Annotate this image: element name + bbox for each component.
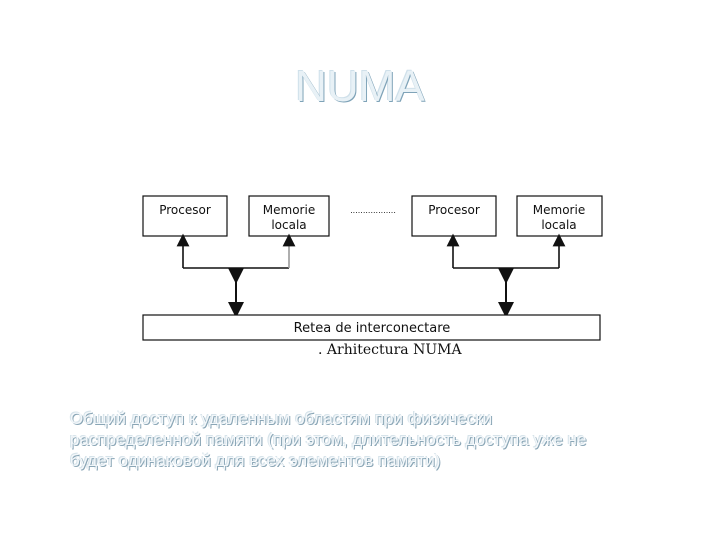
body-paragraph bbox=[70, 408, 690, 471]
left-node bbox=[143, 196, 329, 310]
body-line-2: распределенной памяти (при этом, длительность доступа уже не bbox=[70, 430, 587, 449]
right-memory-label-1: Memorie bbox=[532, 203, 586, 217]
left-processor-label: Procesor bbox=[159, 203, 211, 217]
body-line-1: Общий доступ к удаленным областям при физически bbox=[70, 409, 493, 428]
diagram-caption: . Arhitectura NUMA bbox=[318, 342, 462, 358]
right-memory-label-2: locala bbox=[541, 218, 577, 232]
slide-title: NUMA bbox=[295, 62, 425, 111]
nodes-ellipsis: .................. bbox=[350, 206, 396, 215]
body-line-3: будет одинаковой для всех элементов памяти) bbox=[70, 451, 441, 470]
right-processor-label: Procesor bbox=[428, 203, 480, 217]
right-node bbox=[412, 196, 602, 310]
left-memory-label-1: Memorie bbox=[262, 203, 316, 217]
interconnect-label: Retea de interconectare bbox=[293, 321, 451, 336]
left-memory-label-2: locala bbox=[271, 218, 307, 232]
